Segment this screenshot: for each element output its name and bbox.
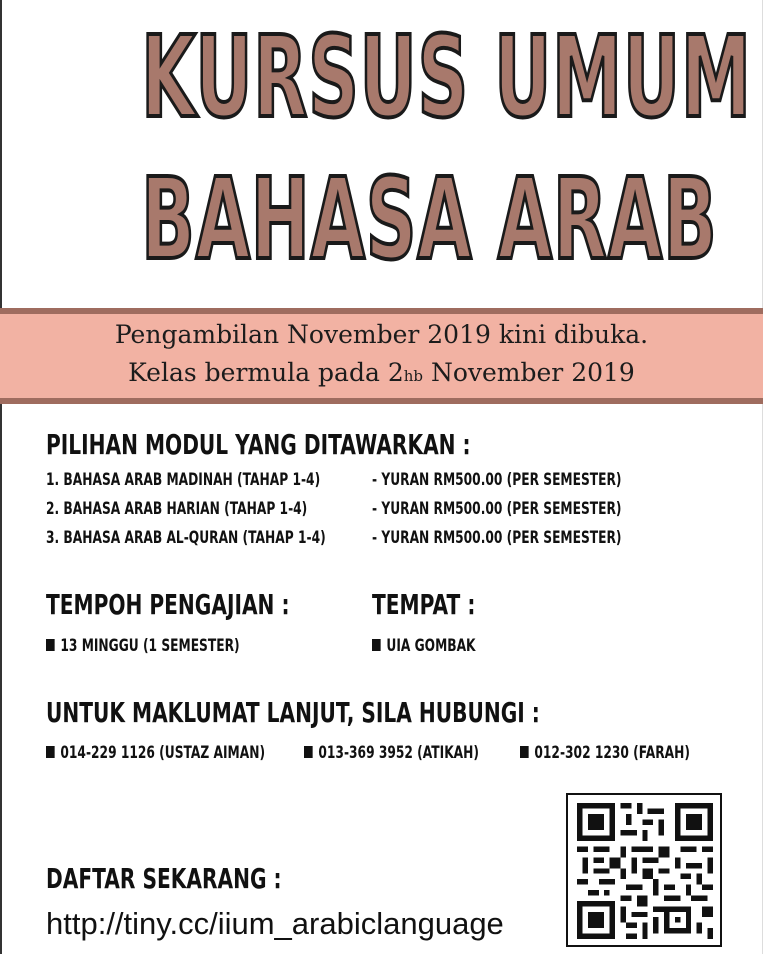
poster-title-line-1: KURSUS UMUM [141,13,752,143]
contact-item-3 [520,743,690,763]
banner-line-2-suffix-hb: hb [403,367,423,385]
modules-heading: PILIHAN MODUL YANG DITAWARKAN : [46,428,471,461]
duration-heading: TEMPOH PENGAJIAN : [46,588,290,621]
contact-heading: UNTUK MAKLUMAT LANJUT, SILA HUBUNGI : [46,696,540,729]
register-heading: DAFTAR SEKARANG : [46,862,282,895]
venue-item [372,636,476,656]
bullet-square-icon [520,746,529,758]
bullet-square-icon [46,639,55,651]
venue-heading: TEMPAT : [372,588,476,621]
registration-url[interactable]: http://tiny.cc/iium_arabiclanguage [46,906,504,941]
banner-line-2 [0,358,763,387]
contact-phone-1: 014-229 1126 (USTAZ AIMAN) [60,743,266,763]
bullet-square-icon [46,746,55,758]
contact-phone-2: 013-369 3952 (ATIKAH) [318,743,479,763]
banner-line-2-prefix: Kelas bermula pada 2 [128,358,404,387]
module-fee-3: - YURAN RM500.00 (PER SEMESTER) [372,528,622,548]
contact-item-2 [304,743,479,763]
poster-title-line-2: BAHASA ARAB [141,155,718,285]
module-fee-1: - YURAN RM500.00 (PER SEMESTER) [372,470,622,490]
module-name-2: 2. BAHASA ARAB HARIAN (TAHAP 1-4) [46,499,308,519]
banner-line-2-date: November 2019 [423,358,635,387]
module-name-3: 3. BAHASA ARAB AL-QURAN (TAHAP 1-4) [46,528,326,548]
banner-line-1: Pengambilan November 2019 kini dibuka. [114,320,649,349]
bullet-square-icon [372,639,381,651]
module-name-1: 1. BAHASA ARAB MADINAH (TAHAP 1-4) [46,470,321,490]
qr-code[interactable] [566,793,722,947]
bullet-square-icon [304,746,313,758]
contact-phone-3: 012-302 1230 (FARAH) [534,743,690,763]
contact-item-1 [46,743,265,763]
module-fee-2: - YURAN RM500.00 (PER SEMESTER) [372,499,622,519]
qr-code-icon [577,803,713,939]
duration-item [46,636,240,656]
venue-value: UIA GOMBAK [386,636,476,656]
duration-value: 13 MINGGU (1 SEMESTER) [60,636,240,656]
